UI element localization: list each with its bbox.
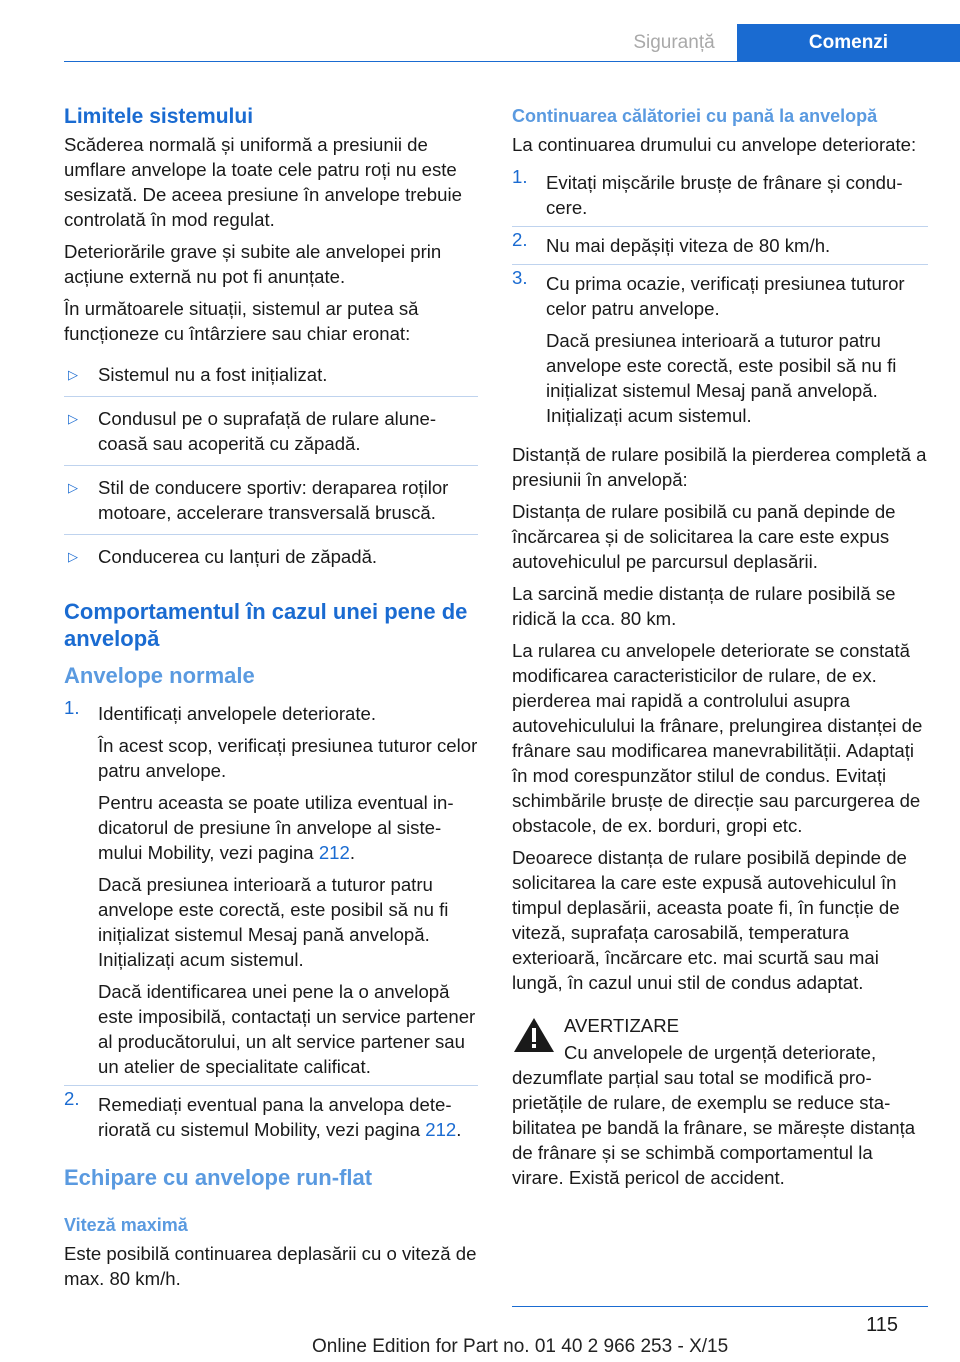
heading-flat-tire-behavior: Comportamentul în cazul unei pene de anvelopă (64, 599, 468, 651)
paragraph: Deoarece distanța de rulare posibilă depinde de solicitarea la care este expusă autovehiculul în timpul deplasării, aceasta poate fi, în funcție de viteză, suprafața carosabilă, temperatura exterioară, încărcare etc. mai scurtă sau mai lungă, în cazul unui stil de condus adaptat. (512, 847, 907, 993)
triangle-bullet-icon: ▷ (68, 367, 78, 382)
paragraph: La rularea cu anvelopele deteriorate se constată modificarea caracteristicilor de rulare, de ex. pierderea mai rapidă a controlului asupra autovehiculului la frânare, prelungirea distanței de frânare sau modificarea manevrabilității. Adaptați în mod corespunzător stilul de condus. Evitați schimbările brusțe de direcție sau parcurgerea de obstacole, de ex. borduri, gropi etc. (512, 640, 923, 836)
triangle-bullet-icon: ▷ (68, 480, 78, 495)
paragraph: Scăderea normală și uniformă a presiunii de umflare anvelope la toate cele patru roți nu este sesizată. De aceea presiune în anvelope trebuie controlată în mod regulat. (64, 134, 462, 230)
step-text-part: . (456, 1119, 462, 1140)
step-text: Cu prima ocazie, verificați presiunea tuturor celor patru anvelope. (546, 273, 905, 319)
page-link[interactable]: 212 (318, 842, 350, 863)
step-text: Evitați mișcările brusțe de frânare și conducere. (546, 172, 903, 218)
step-number: 2. (512, 229, 528, 250)
warning-triangle-icon (512, 1015, 556, 1055)
step-text: Nu mai depășiți viteza de 80 km/h. (546, 235, 831, 256)
left-column (64, 104, 478, 1298)
paragraph: Deteriorările grave și subite ale anvelopei prin acțiune externă nu pot fi anunțate. (64, 241, 442, 287)
warning-text: dezumflate parțial sau total se modifică proprietățile de rulare, de exemplu se reduce stabilitatea pe bandă la frânare, se mărește distanța de frânare și se schimbă comportamentul la virare. Există pericol de accident. (512, 1067, 916, 1188)
step-subtext: Dacă presiunea interioară a tuturor patru anvelope este corectă, este posibil să nu fi inițializat sistemul Mesaj pană anvelopă. Inițializați acum sistemul. (98, 874, 449, 970)
list-item (512, 227, 928, 265)
list-item (512, 164, 928, 227)
page-header (0, 0, 960, 62)
warning-text: Cu anvelopele de urgență deteriorate, (564, 1042, 877, 1063)
paragraph: Este posibilă continuarea deplasării cu o viteză de max. 80 km/h. (64, 1243, 477, 1289)
heading-system-limits: Limitele sistemului (64, 105, 254, 128)
warning-box (512, 1009, 928, 1190)
heading-max-speed: Viteză maximă (64, 1215, 188, 1235)
header-section-label: Siguranță (633, 32, 715, 53)
list-item (512, 265, 928, 434)
list-item (64, 466, 478, 535)
list-item (64, 695, 478, 1086)
paragraph: Distanța de rulare posibilă cu pană depinde de încărcarea și de solicitarea la care este expus autovehiculul pe parcursul deplasării. (512, 501, 896, 572)
page-number: 115 (866, 1314, 898, 1336)
right-column (512, 104, 928, 1190)
heading-continue-journey: Continuarea călătoriei cu pană la anvelopă (512, 106, 878, 126)
footer-edition: Online Edition for Part no. 01 40 2 966 253 - X/15 (312, 1336, 729, 1357)
numbered-list (64, 695, 478, 1148)
step-number: 1. (64, 697, 80, 718)
footer-divider (512, 1306, 928, 1307)
step-subtext: Dacă identificarea unei pene la o anvelopă este imposibilă, contactați un service partener al producătorului, un alt service partener sau un atelier de specialitate calificat. (98, 981, 476, 1077)
warning-title: AVERTIZARE (564, 1015, 680, 1036)
heading-run-flat: Echipare cu anvelope run-flat (64, 1165, 373, 1190)
list-item-text: Condusul pe o suprafață de rulare alunecoasă sau acoperită cu zăpadă. (98, 408, 437, 454)
step-subtext (98, 790, 478, 865)
list-item (64, 353, 478, 397)
step-subtext: În acest scop, verificați presiunea tuturor celor patru anvelope. (98, 735, 478, 781)
paragraph: La continuarea drumului cu anvelope deteriorate: (512, 134, 917, 155)
step-number: 3. (512, 267, 528, 288)
triangle-bullet-icon: ▷ (68, 549, 78, 564)
paragraph: În următoarele situații, sistemul ar putea să funcționeze cu întârziere sau chiar eronat: (64, 298, 419, 344)
numbered-list (512, 164, 928, 434)
step-subtext-part: Pentru aceasta se poate utiliza eventual indicatorul de presiune în anvelope al sistemului Mobility, vezi pagina (98, 792, 454, 863)
list-item (64, 1086, 478, 1148)
paragraph: Distanță de rulare posibilă la pierderea completă a presiunii în anvelopă: (512, 444, 927, 490)
page-link[interactable]: 212 (425, 1119, 457, 1140)
heading-normal-tires: Anvelope normale (64, 663, 255, 688)
list-item (64, 397, 478, 466)
header-divider (64, 61, 960, 62)
triangle-bullet-icon: ▷ (68, 411, 78, 426)
step-number: 2. (64, 1088, 80, 1109)
step-subtext-part: . (349, 842, 356, 863)
bullet-list (64, 353, 478, 578)
step-text: Identificați anvelopele deteriorate. (98, 703, 377, 724)
step-text-part: Remediați eventual pana la anvelopa deteriorată cu sistemul Mobility, vezi pagina (98, 1094, 452, 1140)
list-item-text: Sistemul nu a fost inițializat. (98, 364, 328, 385)
list-item (64, 535, 478, 578)
step-number: 1. (512, 166, 528, 187)
step-text (98, 1092, 478, 1142)
list-item-text: Stil de conducere sportiv: deraparea roților motoare, accelerare transversală bruscă. (98, 477, 449, 523)
list-item-text: Conducerea cu lanțuri de zăpadă. (98, 546, 378, 567)
header-chapter-tab: Comenzi (737, 24, 960, 62)
paragraph: La sarcină medie distanța de rulare posibilă se ridică la cca. 80 km. (512, 583, 896, 629)
step-subtext: Dacă presiunea interioară a tuturor patru anvelope este corectă, este posibil să nu fi inițializat sistemul Mesaj pană anvelopă. Inițializați acum sistemul. (546, 330, 897, 426)
